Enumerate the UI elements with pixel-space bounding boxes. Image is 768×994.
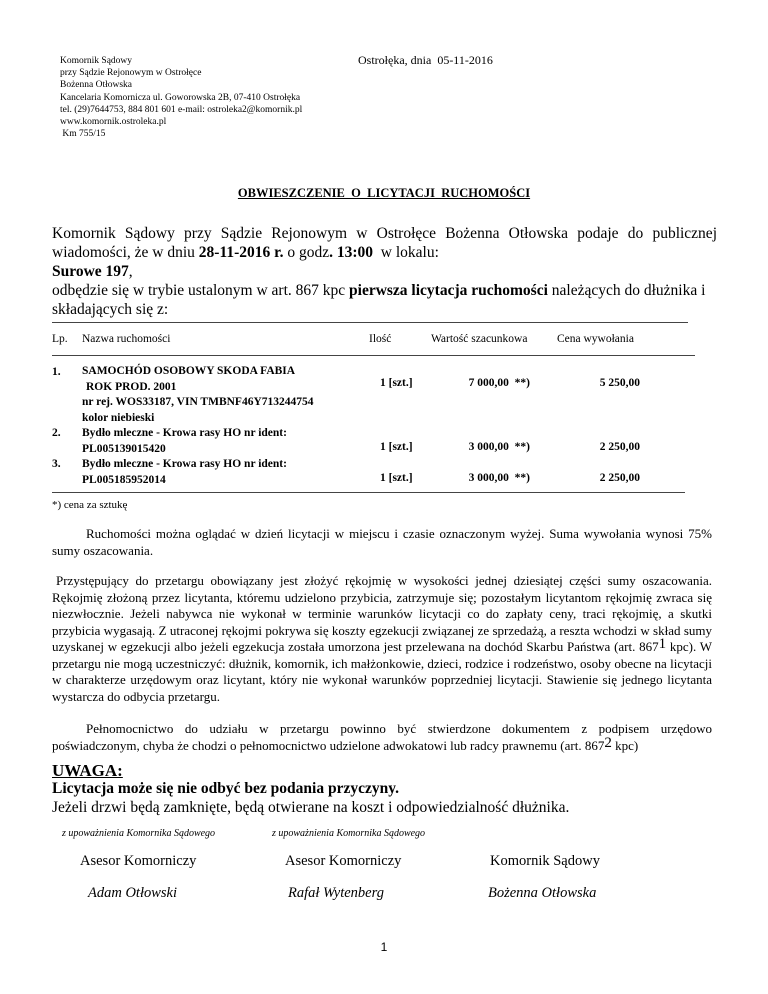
intro-text-span: w lokalu: bbox=[373, 244, 439, 261]
item-detail: PL005139015420 bbox=[82, 442, 166, 455]
intro-line-5: składających się z: bbox=[52, 301, 169, 318]
authorization-note: z upoważnienia Komornika Sądowego bbox=[62, 828, 216, 839]
item-detail: ROK PROD. 2001 bbox=[86, 380, 177, 393]
notice-heading: UWAGA: bbox=[52, 761, 123, 780]
case-number: Km 755/15 bbox=[60, 129, 106, 140]
intro-text-span: wiadomości, że w dniu bbox=[52, 244, 199, 261]
office-line: Kancelaria Komornicza ul. Goworowska 2B, 07-410 Ostrołęka bbox=[60, 92, 301, 103]
item-lp: 2. bbox=[52, 427, 61, 439]
auction-location: Surowe 197 bbox=[52, 263, 129, 280]
auction-type: pierwsza licytacja ruchomości bbox=[349, 282, 548, 299]
intro-text-span: o godz bbox=[283, 244, 330, 261]
table-top-rule bbox=[52, 322, 688, 323]
paragraph-text: Pełnomocnictwo do udziału w przetargu powinno być stwierdzone dokumentem z podpisem urzędowo poświadczonym, chyba że chodzi o pełnomocnictwo udzielone adwokatowi lub radcy prawnemu (art. 867 bbox=[52, 721, 712, 753]
viewing-paragraph: Ruchomości można oglądać w dzień licytacji w miejscu i czasie oznaczonym wyżej. Suma wywołania wynosi 75% sumy oszacowania. bbox=[52, 526, 712, 558]
document-title: OBWIESZCZENIE O LICYTACJI RUCHOMOŚCI bbox=[237, 186, 531, 200]
item-qty: 1 [szt.] bbox=[380, 441, 413, 453]
table-row bbox=[82, 364, 314, 426]
item-value: 7 000,00 **) bbox=[468, 377, 530, 389]
item-detail: nr rej. WOS33187, VIN TMBNF46Y713244754 bbox=[82, 396, 314, 408]
col-header-price: Cena wywołania bbox=[557, 333, 634, 345]
col-header-qty: Ilość bbox=[369, 333, 392, 345]
notice-line-2: Jeżeli drzwi będą zamknięte, będą otwierane na koszt i odpowiedzialność dłużnika. bbox=[52, 799, 570, 816]
proxy-paragraph bbox=[52, 721, 712, 754]
auction-date: 28-11-2016 r. bbox=[198, 244, 284, 261]
article-superscript: 2 bbox=[604, 734, 612, 751]
table-footnote: *) cena za sztukę bbox=[52, 499, 128, 511]
intro-line-1: Komornik Sądowy przy Sądzie Rejonowym w Ostrołęce Bożenna Otłowska podaje do publicznej bbox=[52, 225, 717, 242]
col-header-lp: Lp. bbox=[52, 333, 68, 345]
office-line: Komornik Sądowy bbox=[60, 56, 133, 66]
item-name: Bydło mleczne - Krowa rasy HO nr ident: bbox=[82, 427, 287, 439]
auction-time: . 13:00 bbox=[329, 244, 374, 261]
page-number: 1 bbox=[380, 940, 388, 954]
deposit-paragraph bbox=[52, 573, 712, 705]
office-line: www.komornik.ostroleka.pl bbox=[60, 117, 167, 128]
item-qty: 1 [szt.] bbox=[380, 472, 413, 484]
table-bottom-rule bbox=[52, 492, 685, 493]
item-value: 3 000,00 **) bbox=[468, 441, 530, 453]
intro-line-2 bbox=[52, 243, 717, 262]
article-superscript: 1 bbox=[658, 636, 667, 652]
col-header-value: Wartość szacunkowa bbox=[431, 333, 528, 345]
signer-name: Adam Otłowski bbox=[88, 885, 178, 901]
item-lp: 1. bbox=[52, 366, 61, 378]
place-date: Ostrołęka, dnia 05-11-2016 bbox=[358, 53, 493, 67]
item-price: 2 250,00 bbox=[599, 472, 640, 484]
signer-name: Rafał Wytenberg bbox=[288, 885, 384, 901]
col-header-name: Nazwa ruchomości bbox=[82, 333, 171, 345]
item-value: 3 000,00 **) bbox=[468, 472, 530, 484]
notice-line-1: Licytacja może się nie odbyć bez podania przyczyny. bbox=[52, 780, 399, 797]
intro-text bbox=[52, 224, 717, 319]
signer-name: Bożenna Otłowska bbox=[488, 885, 597, 901]
paragraph-text: Przystępujący do przetargu obowiązany jest złożyć rękojmię w wysokości jednej dziesiątej części sumy oszacowania. Rękojmię złożoną przez licytanta, któremu udzielono przybicia, zatrzymuje się; pozostałym licytantom rękojmię zwraca się niezwłocznie. Jeżeli nabywca nie wykonał w terminie warunków licytacji co do zapłaty ceny, traci rękojmię, a skutki przybicia wygasają. Z utraconej rękojmi pokrywa się koszty egzekucji związanej ze sprzedażą, a reszta wchodzi w skład sumy uzyskanej w egzekucji albo jeżeli egzekucja została umorzona jest przelewana na dochód Skarbu Państwa (art. 867 bbox=[52, 573, 712, 654]
table-header-rule bbox=[52, 355, 695, 356]
signer-role: Asesor Komorniczy bbox=[285, 853, 402, 869]
item-name: SAMOCHÓD OSOBOWY SKODA FABIA bbox=[82, 365, 296, 377]
intro-text-span: odbędzie się w trybie ustalonym w art. 867 kpc bbox=[52, 282, 350, 299]
intro-text-span: , bbox=[128, 263, 133, 280]
office-header bbox=[60, 55, 302, 140]
paragraph-text: kpc). W przetargu nie mogą uczestniczyć: dłużnik, komornik, ich małżonkowie, dzieci, rodzice i rodzeństwo, osoby obecne na licytacji w charakterze urzędowym oraz licytant, który nie wykonał warunków poprzedniej licytacji. Stawienie się jednego licytanta wystarcza do odbycia przetargu. bbox=[52, 639, 712, 704]
table-row bbox=[82, 426, 287, 457]
signer-role: Komornik Sądowy bbox=[490, 853, 600, 869]
item-detail: PL005185952014 bbox=[82, 473, 166, 486]
office-line: Bożenna Otłowska bbox=[60, 80, 133, 91]
signer-role: Asesor Komorniczy bbox=[80, 853, 197, 869]
item-lp: 3. bbox=[52, 458, 61, 470]
item-price: 2 250,00 bbox=[599, 441, 640, 453]
paragraph-text: kpc) bbox=[611, 737, 639, 753]
item-detail: kolor niebieski bbox=[82, 411, 155, 424]
intro-text-span: należących do dłużnika i bbox=[547, 282, 706, 299]
intro-line-4 bbox=[52, 281, 717, 300]
authorization-note: z upoważnienia Komornika Sądowego bbox=[272, 828, 426, 839]
item-price: 5 250,00 bbox=[599, 377, 640, 389]
item-name: Bydło mleczne - Krowa rasy HO nr ident: bbox=[82, 458, 287, 470]
item-qty: 1 [szt.] bbox=[380, 377, 413, 389]
intro-line-3 bbox=[52, 262, 717, 281]
office-line: tel. (29)7644753, 884 801 601 e-mail: ostroleka2@komornik.pl bbox=[60, 104, 303, 115]
table-row bbox=[82, 457, 287, 488]
office-line: przy Sądzie Rejonowym w Ostrołęce bbox=[60, 68, 202, 79]
